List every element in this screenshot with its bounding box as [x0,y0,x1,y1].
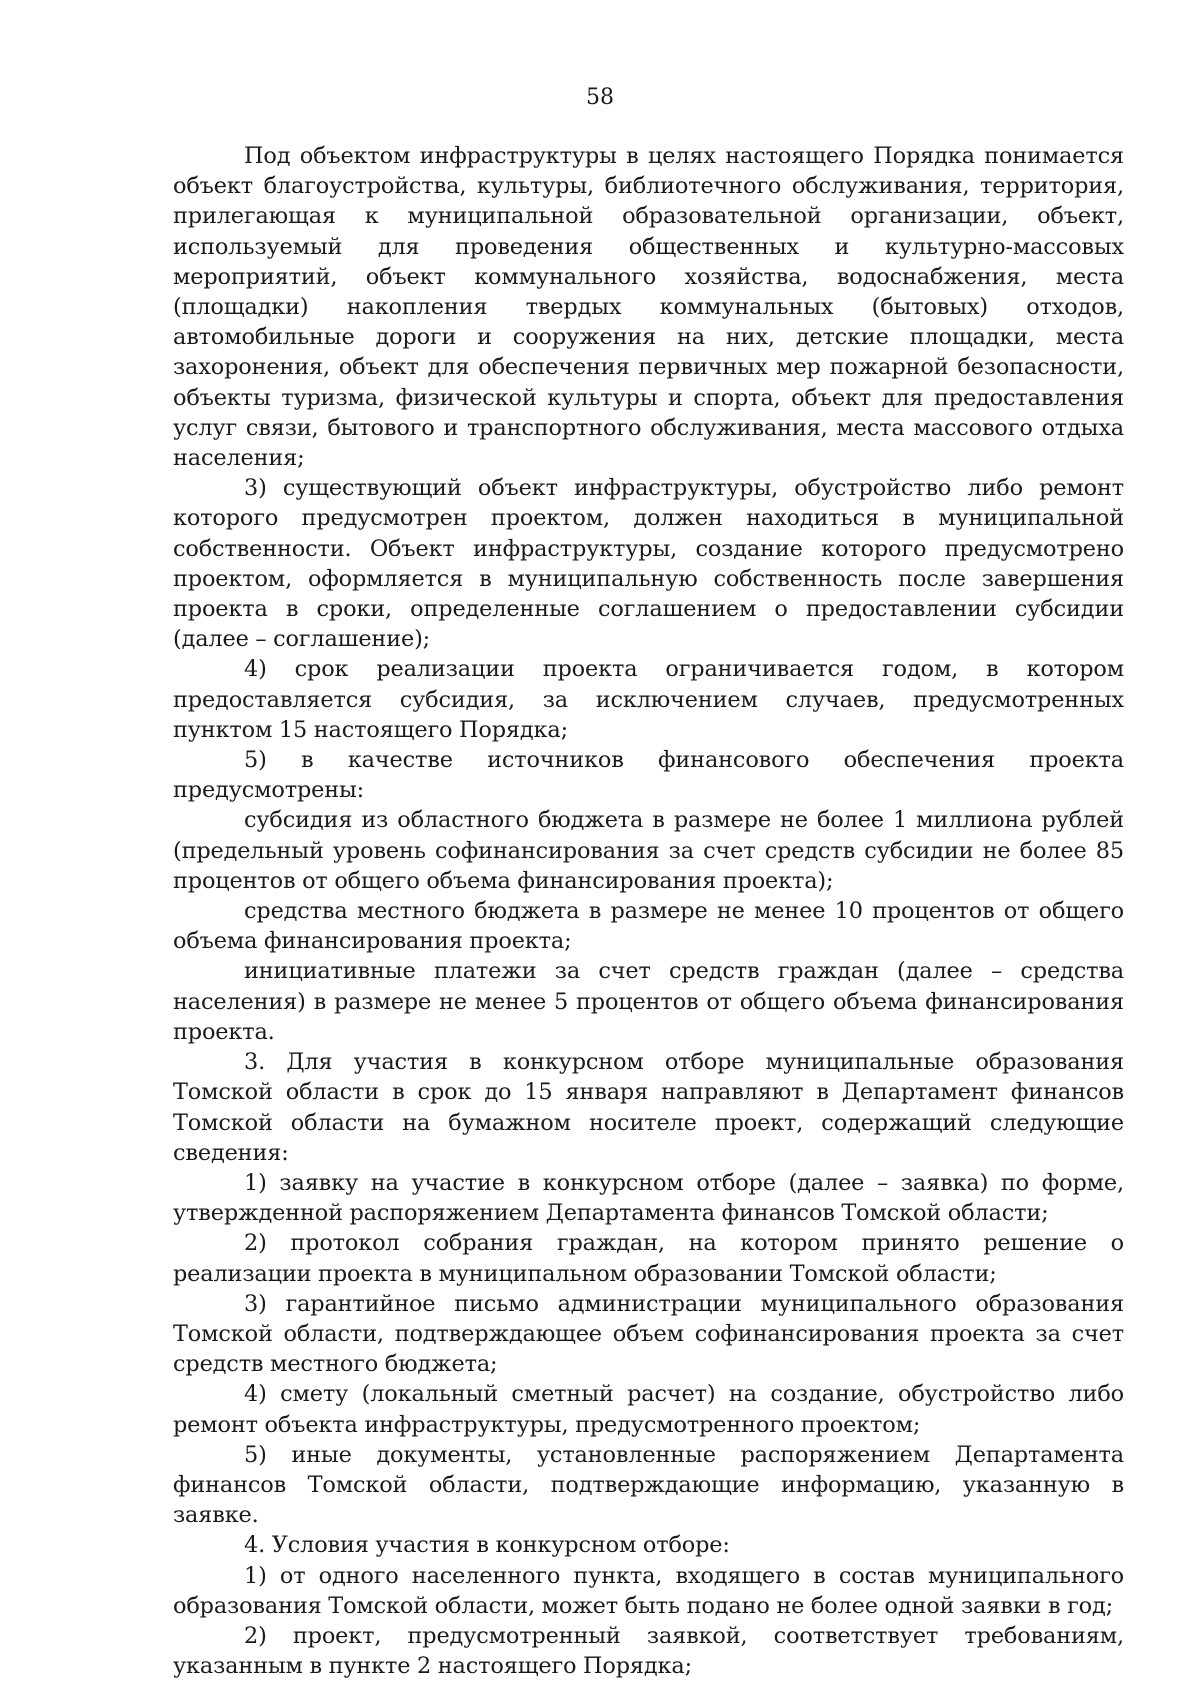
paragraph-doc-1-application-form: 1) заявку на участие в конкурсном отборе (далее – заявка) по форме, утвержденной распоряжением Департамента финансов Томской области; [173,1169,1124,1227]
paragraph-regional-subsidy: субсидия из областного бюджета в размере не более 1 миллиона рублей (предельный уровень софинансирования за счет средств субсидии не более 85 процентов от общего объема финансирования проекта); [173,807,1124,894]
paragraph-item-5-funding-sources: 5) в качестве источников финансового обеспечения проекта предусмотрены: [173,747,1124,804]
paragraph-item-3-municipal-ownership: 3) существующий объект инфраструктуры, обустройство либо ремонт которого предусмотрен проектом, должен находиться в муниципальной собственности. Объект инфраструктуры, создание которого предусмотрено проектом, оформляется в муниципальную собственность после завершения проекта в сроки, определенные соглашением о предоставлении субсидии (далее – соглашение); [173,475,1124,653]
paragraph-initiative-payments: инициативные платежи за счет средств граждан (далее – средства населения) в размере не менее 5 процентов от общего объема финансирования проекта. [173,958,1124,1045]
paragraph-doc-2-meeting-protocol: 2) протокол собрания граждан, на котором принято решение о реализации проекта в муниципальном образовании Томской области; [173,1230,1124,1287]
paragraph-doc-3-guarantee-letter: 3) гарантийное письмо администрации муниципального образования Томской области, подтверждающее объем софинансирования проекта за счет средств местного бюджета; [173,1290,1124,1378]
paragraph-item-4-project-term: 4) срок реализации проекта ограничивается годом, в котором предоставляется субсидия, за исключением случаев, предусмотренных пунктом 15 настоящего Порядка; [173,656,1124,743]
paragraph-condition-2-requirements: 2) проект, предусмотренный заявкой, соответствует требованиям, указанным в пункте 2 настоящего Порядка; [173,1622,1124,1680]
paragraph-section-4-conditions: 4. Условия участия в конкурсном отборе: [244,1532,730,1559]
paragraph-section-3-application: 3. Для участия в конкурсном отборе муниципальные образования Томской области в срок до 15 января направляют в Департамент финансов Томской области на бумажном носителе проект, содержащий следующие сведения: [173,1049,1124,1166]
paragraph-condition-1-one-application: 1) от одного населенного пункта, входящего в состав муниципального образования Томской области, может быть подано не более одной заявки в год; [173,1562,1124,1619]
paragraph-doc-4-cost-estimate: 4) смету (локальный сметный расчет) на создание, обустройство либо ремонт объекта инфраструктуры, предусмотренного проектом; [173,1381,1124,1438]
paragraph-doc-5-other-documents: 5) иные документы, установленные распоряжением Департамента финансов Томской области, подтверждающие информацию, указанную в заявке. [173,1441,1124,1529]
document-body [173,141,1124,1681]
paragraph-local-budget: средства местного бюджета в размере не менее 10 процентов от общего объема финансирования проекта; [173,898,1124,955]
paragraph-infrastructure-definition: Под объектом инфраструктуры в целях настоящего Порядка понимается объект благоустройства, культуры, библиотечного обслуживания, территория, прилегающая к муниципальной образовательной организации, объект, используемый для проведения общественных и культурно-массовых мероприятий, объект коммунального хозяйства, водоснабжения, места (площадки) накопления твердых коммунальных (бытовых) отходов, автомобильные дороги и сооружения на них, детские площадки, места захоронения, объект для обеспечения первичных мер пожарной безопасности, объекты туризма, физической культуры и спорта, объект для предоставления услуг связи, бытового и транспортного обслуживания, места массового отдыха населения; [173,143,1124,472]
page-number: 58 [586,85,614,110]
